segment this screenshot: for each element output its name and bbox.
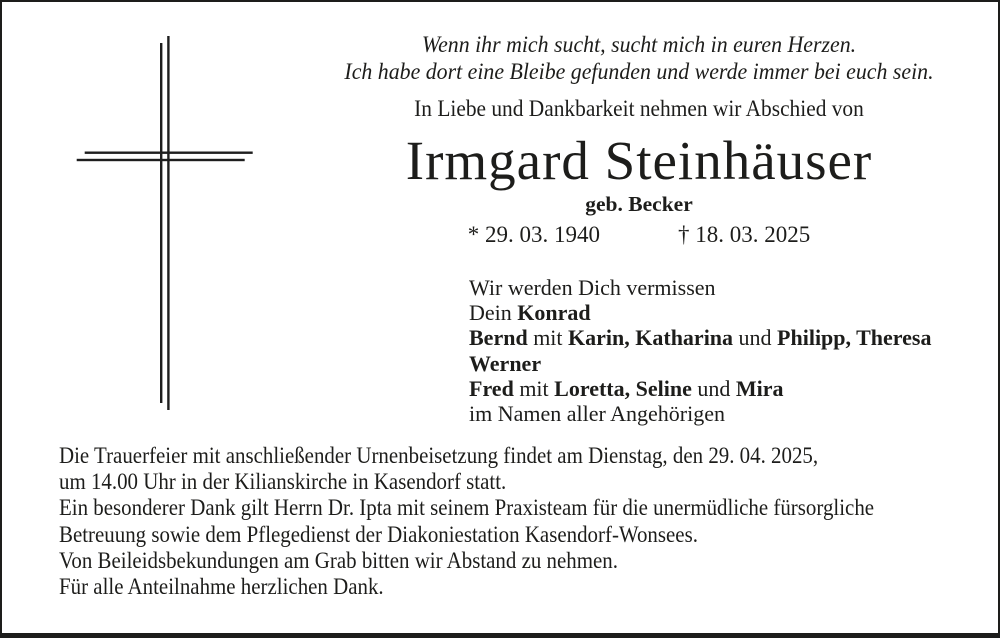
family-block bbox=[469, 275, 932, 426]
family-connector-text: mit bbox=[527, 325, 569, 351]
funeral-info-line: um 14.00 Uhr in der Kilianskirche in Kasendorf statt. bbox=[59, 469, 507, 496]
cross-icon-svg bbox=[42, 22, 262, 442]
maiden-name: geb. Becker bbox=[585, 192, 693, 216]
final-thanks-line: Für alle Anteilnahme herzlichen Dank. bbox=[59, 574, 384, 601]
funeral-info-line: Die Trauerfeier mit anschließender Urnenbeisetzung findet am Dienstag, den 29. 04. 2025, bbox=[59, 443, 819, 469]
family-connector-text: Dein bbox=[469, 300, 518, 326]
header-column bbox=[279, 32, 999, 248]
family-member-name: Loretta, Seline bbox=[554, 375, 692, 401]
family-line bbox=[469, 275, 932, 300]
family-member-name: Mira bbox=[735, 375, 784, 401]
intro-line: In Liebe und Dankbarkeit nehmen wir Abschied von bbox=[414, 96, 864, 121]
epigraph-line-2: Ich habe dort eine Bleibe gefunden und werde immer bei euch sein. bbox=[344, 59, 934, 85]
death-date: † 18. 03. 2025 bbox=[678, 222, 811, 247]
family-connector-text: und bbox=[691, 375, 736, 401]
family-connector-text: mit bbox=[513, 375, 555, 401]
family-member-name: Karin, Katharina bbox=[568, 325, 734, 351]
family-line bbox=[469, 325, 932, 350]
thanks-line: Betreuung sowie dem Pflegedienst der Diakoniestation Kasendorf-Wonsees. bbox=[59, 521, 698, 548]
family-line bbox=[469, 351, 932, 376]
family-member-name: Philipp, Theresa bbox=[777, 325, 932, 351]
epigraph-line-1: Wenn ihr mich sucht, sucht mich in euren Herzen. bbox=[421, 32, 857, 58]
family-connector-text: und bbox=[733, 325, 778, 351]
cross-icon bbox=[42, 22, 262, 442]
closing-block bbox=[59, 443, 1000, 600]
family-member-name: Bernd bbox=[469, 325, 528, 351]
condolence-note-line: Von Beileidsbekundungen am Grab bitten wir Abstand zu nehmen. bbox=[59, 547, 618, 574]
family-line bbox=[469, 376, 932, 401]
family-member-name: Fred bbox=[469, 375, 514, 401]
family-line bbox=[469, 401, 932, 426]
thanks-line: Ein besonderer Dank gilt Herrn Dr. Ipta mit seinem Praxisteam für die unermüdliche fürsorgliche bbox=[59, 495, 875, 522]
family-line bbox=[469, 300, 932, 325]
deceased-name: Irmgard Steinhäuser bbox=[405, 130, 873, 191]
family-connector-text: im Namen aller Angehörigen bbox=[469, 401, 725, 427]
family-member-name: Werner bbox=[469, 350, 542, 376]
family-connector-text: Wir werden Dich vermissen bbox=[469, 275, 716, 300]
birth-date: * 29. 03. 1940 bbox=[467, 222, 600, 247]
life-dates bbox=[279, 222, 999, 248]
family-member-name: Konrad bbox=[517, 300, 591, 326]
